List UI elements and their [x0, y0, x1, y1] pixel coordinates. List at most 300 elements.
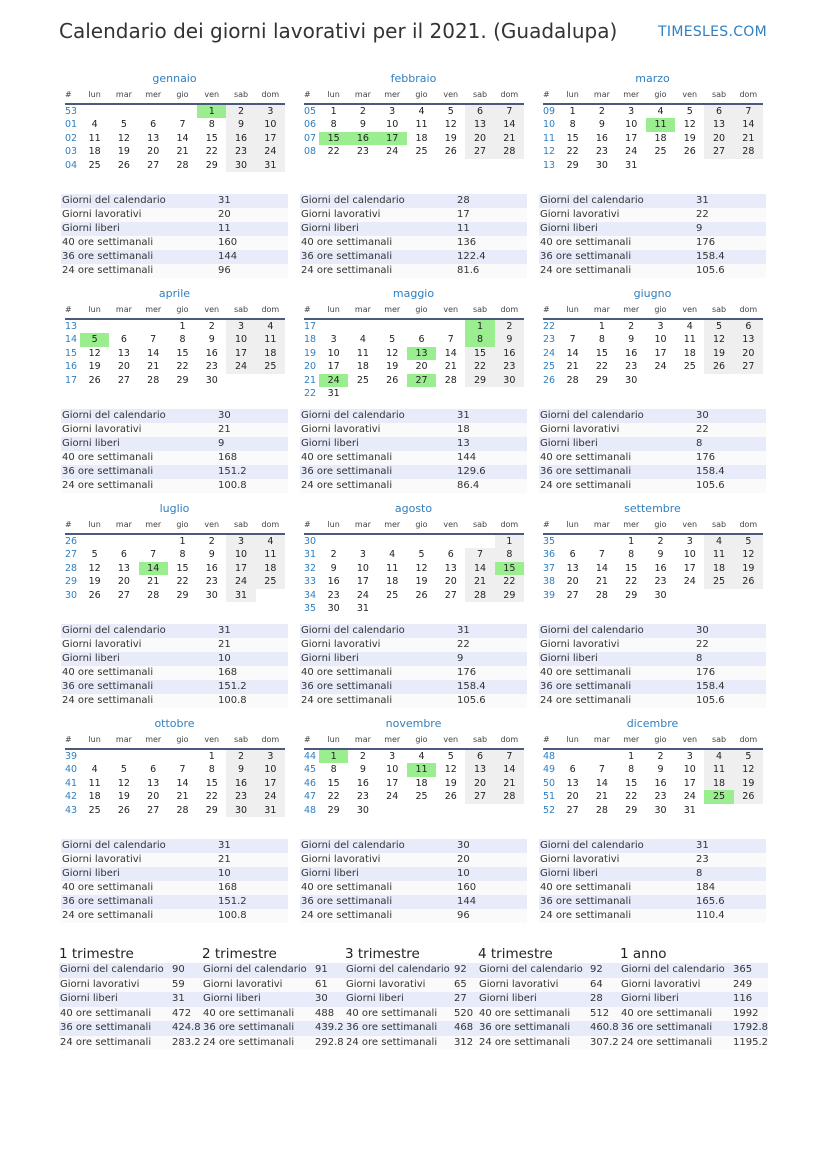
- day-cell: 19: [88, 361, 101, 373]
- stat-label: Giorni del calendario: [478, 963, 589, 978]
- day-cell: 6: [418, 334, 425, 346]
- weekday-label: sab: [226, 732, 255, 749]
- stat-row: [539, 194, 766, 208]
- day-cell: [465, 804, 494, 817]
- stat-value: 472: [171, 1007, 202, 1022]
- day-cell: 9: [359, 764, 366, 776]
- month-stats: [61, 194, 288, 278]
- stat-label: 40 ore settimanali: [61, 881, 218, 895]
- stat-row: [539, 666, 766, 680]
- weekend-cell: 4: [256, 534, 285, 548]
- day-cell: 31: [356, 603, 369, 615]
- stat-value: 31: [171, 992, 202, 1007]
- week-row: [304, 763, 524, 776]
- weekend-cell: 28: [495, 145, 524, 158]
- stat-value: 176: [696, 236, 766, 250]
- day-cell: 24: [654, 361, 667, 373]
- month-stats: [61, 624, 288, 708]
- day-cell: 5: [120, 119, 127, 131]
- week-row: [543, 159, 763, 172]
- stat-value: 122.4: [457, 250, 527, 264]
- day-cell: 8: [628, 549, 635, 561]
- stat-label: Giorni liberi: [61, 222, 218, 236]
- day-cell: [168, 749, 197, 763]
- weekday-label: ven: [436, 87, 465, 104]
- weekday-label: dom: [256, 732, 285, 749]
- week-number: 46: [304, 777, 317, 789]
- day-cell: 16: [356, 777, 369, 789]
- stat-value: 27: [453, 992, 478, 1007]
- weekday-label: dom: [256, 87, 285, 104]
- weekday-label: mar: [109, 732, 138, 749]
- day-cell: 6: [120, 549, 127, 561]
- day-cell: 28: [444, 374, 457, 386]
- month-stats: [61, 839, 288, 923]
- weekend-cell: 27: [704, 145, 733, 158]
- stat-row: [539, 222, 766, 236]
- calendar-table: [543, 732, 763, 817]
- stat-row: [478, 1007, 620, 1022]
- week-number: 18: [304, 334, 317, 346]
- stat-label: 24 ore settimanali: [59, 1036, 171, 1051]
- stat-value: 17: [457, 208, 527, 222]
- stat-label: 40 ore settimanali: [300, 666, 457, 680]
- week-number: 44: [304, 751, 317, 762]
- day-cell: 25: [386, 589, 399, 601]
- day-cell: 23: [356, 146, 369, 158]
- stat-value: 151.2: [218, 680, 288, 694]
- weekday-label: mer: [378, 517, 407, 534]
- day-cell: 14: [595, 562, 608, 574]
- day-cell: 11: [415, 119, 428, 131]
- stat-label: Giorni lavorativi: [61, 423, 218, 437]
- stat-row: [539, 638, 766, 652]
- stat-label: 36 ore settimanali: [61, 250, 218, 264]
- stat-label: Giorni del calendario: [61, 194, 218, 208]
- stat-value: 110.4: [696, 909, 766, 923]
- stat-value: 30: [314, 992, 345, 1007]
- quarter-5: [620, 945, 768, 1050]
- week-row: [304, 118, 524, 131]
- weekend-cell: 11: [256, 333, 285, 346]
- day-cell: [109, 749, 138, 763]
- stat-row: [345, 978, 478, 993]
- stat-label: 40 ore settimanali: [345, 1007, 453, 1022]
- weekend-cell: 5: [734, 534, 763, 548]
- stat-value: 30: [218, 409, 288, 423]
- day-cell: [348, 387, 377, 400]
- week-row: [304, 777, 524, 790]
- week-row: [65, 589, 285, 602]
- weekend-cell: 24: [226, 360, 255, 373]
- day-cell: 8: [179, 549, 186, 561]
- week-row: [304, 804, 524, 817]
- stat-value: 31: [696, 839, 766, 853]
- day-cell: 3: [686, 536, 693, 547]
- month-name: ottobre: [154, 717, 195, 730]
- day-cell: 7: [179, 764, 186, 776]
- weekday-label: lun: [558, 517, 587, 534]
- month-name: aprile: [158, 287, 191, 300]
- day-cell: 14: [176, 777, 189, 789]
- week-row: [543, 804, 763, 817]
- day-cell: 4: [359, 334, 366, 346]
- weekend-cell: 20: [465, 132, 494, 145]
- day-cell: 8: [330, 764, 337, 776]
- stat-row: [61, 638, 288, 652]
- day-cell: 24: [386, 791, 399, 803]
- week-number: 14: [65, 334, 78, 346]
- week-row: [65, 104, 285, 118]
- stat-row: [300, 250, 527, 264]
- weekend-cell: 26: [704, 360, 733, 373]
- day-cell: 15: [176, 347, 189, 359]
- day-cell: [558, 749, 587, 763]
- day-cell: [139, 534, 168, 548]
- stat-value: 129.6: [457, 465, 527, 479]
- stat-value: 91: [314, 963, 345, 978]
- week-number: 33: [304, 576, 317, 588]
- stat-row: [478, 963, 620, 978]
- day-cell: [587, 749, 616, 763]
- weekday-label: gio: [646, 732, 675, 749]
- week-row: [543, 575, 763, 588]
- week-row: [65, 562, 285, 575]
- day-cell: 2: [359, 106, 366, 117]
- day-cell: 15: [625, 562, 638, 574]
- weekday-label: sab: [465, 87, 494, 104]
- day-cell: [378, 319, 407, 333]
- weekday-label: gio: [168, 732, 197, 749]
- weekend-cell: 2: [495, 319, 524, 333]
- day-cell: 30: [327, 603, 340, 615]
- stat-row: [300, 680, 527, 694]
- stat-row: [620, 1021, 768, 1036]
- stat-row: [300, 222, 527, 236]
- stat-row: [539, 423, 766, 437]
- weekend-cell: 20: [734, 347, 763, 360]
- day-cell: 13: [117, 562, 130, 574]
- week-row: [543, 548, 763, 561]
- stat-value: 184: [696, 881, 766, 895]
- weekend-cell: 5: [704, 319, 733, 333]
- stat-value: 30: [696, 409, 766, 423]
- stat-label: Giorni liberi: [300, 222, 457, 236]
- stat-value: 8: [696, 867, 766, 881]
- week-row: [65, 749, 285, 763]
- day-cell: [139, 319, 168, 333]
- month-row: [61, 715, 768, 930]
- day-cell: 10: [327, 347, 340, 359]
- day-cell: 29: [176, 589, 189, 601]
- stat-row: [300, 881, 527, 895]
- weekday-label: mer: [378, 302, 407, 319]
- stat-row: [61, 680, 288, 694]
- month-row: [61, 70, 768, 285]
- day-cell: 2: [330, 549, 337, 561]
- day-cell: 26: [88, 374, 101, 386]
- day-cell: [319, 319, 348, 333]
- day-cell: 12: [117, 132, 130, 144]
- stat-label: Giorni lavorativi: [61, 853, 218, 867]
- stat-value: 59: [171, 978, 202, 993]
- week-row: [304, 360, 524, 373]
- stat-label: 36 ore settimanali: [300, 895, 457, 909]
- week-row: [304, 347, 524, 360]
- day-cell: 23: [356, 791, 369, 803]
- stat-row: [300, 624, 527, 638]
- day-cell: 22: [327, 146, 340, 158]
- stat-value: 520: [453, 1007, 478, 1022]
- stat-value: 96: [218, 264, 288, 278]
- weekday-label: dom: [734, 517, 763, 534]
- stat-label: 24 ore settimanali: [300, 479, 457, 493]
- weekend-cell: 18: [704, 562, 733, 575]
- quarter-title: 4 trimestre: [478, 946, 553, 962]
- day-cell: 26: [88, 589, 101, 601]
- stat-value: 144: [218, 250, 288, 264]
- page-title: Calendario dei giorni lavorativi per il 2021. (Guadalupa): [59, 19, 618, 43]
- stat-row: [539, 867, 766, 881]
- month-gennaio: [61, 70, 288, 285]
- weekend-cell: 6: [465, 749, 494, 763]
- day-cell: 28: [595, 804, 608, 816]
- month-name: dicembre: [626, 717, 679, 730]
- holiday-cell: 13: [407, 347, 436, 360]
- weekend-cell: 7: [495, 104, 524, 118]
- week-number-header: #: [304, 517, 319, 534]
- day-cell: 20: [147, 791, 160, 803]
- week-number: 25: [543, 361, 556, 373]
- week-row: [304, 589, 524, 602]
- stat-value: 176: [696, 451, 766, 465]
- week-row: [65, 804, 285, 817]
- week-row: [304, 602, 524, 615]
- stat-value: 11: [218, 222, 288, 236]
- day-cell: 6: [120, 334, 127, 346]
- stat-row: [59, 963, 202, 978]
- stat-row: [61, 867, 288, 881]
- weekend-cell: 7: [734, 104, 763, 118]
- day-cell: [558, 534, 587, 548]
- day-cell: 5: [447, 751, 454, 762]
- week-number: 01: [65, 119, 78, 131]
- day-cell: 5: [389, 334, 396, 346]
- day-cell: 26: [386, 374, 399, 386]
- week-row: [304, 319, 524, 333]
- stat-label: Giorni liberi: [61, 652, 218, 666]
- weekday-label: lun: [80, 732, 109, 749]
- day-cell: 23: [625, 361, 638, 373]
- day-cell: 5: [120, 764, 127, 776]
- day-cell: 14: [147, 347, 160, 359]
- weekday-label: mer: [617, 732, 646, 749]
- stat-row: [61, 909, 288, 923]
- day-cell: 18: [88, 791, 101, 803]
- day-cell: 25: [683, 361, 696, 373]
- stat-row: [539, 409, 766, 423]
- weekday-label: dom: [256, 517, 285, 534]
- weekday-label: mar: [587, 87, 616, 104]
- calendar-table: [543, 517, 763, 602]
- week-number: 17: [304, 321, 317, 332]
- stat-value: 9: [457, 652, 527, 666]
- day-cell: 20: [415, 361, 428, 373]
- week-number: 34: [304, 589, 317, 601]
- week-number: 48: [304, 804, 317, 816]
- day-cell: 9: [330, 562, 337, 574]
- weekday-header: [543, 732, 763, 749]
- stat-label: Giorni del calendario: [300, 409, 457, 423]
- day-cell: 30: [654, 804, 667, 816]
- stat-value: 151.2: [218, 895, 288, 909]
- week-row: [304, 562, 524, 575]
- weekend-cell: 16: [226, 132, 255, 145]
- stat-row: [61, 437, 288, 451]
- week-number-header: #: [543, 87, 558, 104]
- stat-value: 92: [589, 963, 620, 978]
- week-number: 32: [304, 562, 317, 574]
- day-cell: 19: [386, 361, 399, 373]
- day-cell: 11: [356, 347, 369, 359]
- stat-value: 10: [457, 867, 527, 881]
- day-cell: [495, 804, 524, 817]
- stat-value: 439.2: [314, 1021, 345, 1036]
- day-cell: 15: [327, 777, 340, 789]
- weekend-cell: 21: [734, 132, 763, 145]
- weekend-cell: 10: [226, 333, 255, 346]
- day-cell: [80, 749, 109, 763]
- stat-value: 168: [218, 881, 288, 895]
- stat-label: Giorni del calendario: [61, 839, 218, 853]
- day-cell: 1: [598, 321, 605, 332]
- stat-label: Giorni del calendario: [539, 409, 696, 423]
- brand-link[interactable]: TIMESLES.COM: [658, 24, 767, 40]
- stat-label: Giorni liberi: [539, 867, 696, 881]
- week-number: 45: [304, 764, 317, 776]
- weekend-cell: 4: [256, 319, 285, 333]
- day-cell: 6: [569, 764, 576, 776]
- week-row: [543, 347, 763, 360]
- months-grid: [61, 70, 768, 930]
- week-row: [543, 145, 763, 158]
- stat-label: 40 ore settimanali: [300, 236, 457, 250]
- stat-label: 36 ore settimanali: [478, 1021, 589, 1036]
- stat-row: [300, 423, 527, 437]
- stat-label: 40 ore settimanali: [539, 881, 696, 895]
- week-number: 48: [543, 751, 556, 762]
- day-cell: 9: [657, 549, 664, 561]
- holiday-cell: 5: [80, 333, 109, 346]
- week-row: [65, 132, 285, 145]
- stat-label: Giorni lavorativi: [539, 638, 696, 652]
- weekend-cell: 6: [734, 319, 763, 333]
- stat-value: 30: [696, 624, 766, 638]
- week-number: 24: [543, 347, 556, 359]
- weekday-label: dom: [495, 87, 524, 104]
- week-number: 41: [65, 777, 78, 789]
- weekend-cell: 11: [256, 548, 285, 561]
- day-cell: 27: [444, 589, 457, 601]
- weekend-cell: 27: [734, 360, 763, 373]
- stat-row: [539, 236, 766, 250]
- weekday-label: gio: [646, 87, 675, 104]
- weekend-cell: 24: [256, 145, 285, 158]
- weekend-cell: 25: [256, 575, 285, 588]
- stat-value: 18: [457, 423, 527, 437]
- stat-label: 24 ore settimanali: [61, 694, 218, 708]
- stat-row: [300, 909, 527, 923]
- stat-value: 10: [218, 867, 288, 881]
- week-number: 39: [65, 751, 78, 762]
- weekend-cell: 30: [495, 374, 524, 387]
- stat-label: 36 ore settimanali: [59, 1021, 171, 1036]
- calendar-table: [304, 87, 524, 159]
- weekend-cell: 26: [734, 790, 763, 803]
- weekend-cell: 13: [465, 763, 494, 776]
- weekday-label: sab: [465, 302, 494, 319]
- day-cell: 21: [595, 791, 608, 803]
- stat-value: 9: [696, 222, 766, 236]
- week-number-header: #: [304, 302, 319, 319]
- quarter-summary: [59, 945, 768, 1050]
- week-number: 19: [304, 347, 317, 359]
- week-row: [304, 333, 524, 346]
- day-cell: [348, 534, 377, 548]
- weekday-label: sab: [226, 517, 255, 534]
- weekend-cell: 23: [226, 790, 255, 803]
- stat-label: 36 ore settimanali: [300, 250, 457, 264]
- stat-value: 168: [218, 666, 288, 680]
- week-row: [304, 104, 524, 118]
- stat-label: Giorni del calendario: [300, 839, 457, 853]
- weekday-label: lun: [80, 517, 109, 534]
- week-number: 04: [65, 159, 78, 171]
- week-number-header: #: [304, 732, 319, 749]
- day-cell: 22: [625, 791, 638, 803]
- day-cell: [256, 374, 285, 387]
- weekday-label: sab: [226, 302, 255, 319]
- day-cell: [734, 589, 763, 602]
- day-cell: 21: [176, 791, 189, 803]
- stat-value: 96: [457, 909, 527, 923]
- day-cell: 7: [569, 334, 576, 346]
- week-number-header: #: [65, 302, 80, 319]
- stat-label: 36 ore settimanali: [300, 680, 457, 694]
- stat-label: Giorni liberi: [539, 222, 696, 236]
- day-cell: 30: [595, 159, 608, 171]
- day-cell: 12: [386, 347, 399, 359]
- week-number: 15: [65, 347, 78, 359]
- day-cell: 24: [683, 576, 696, 588]
- holiday-cell: 16: [348, 132, 377, 145]
- stat-value: 1195.2: [732, 1036, 768, 1051]
- calendar-table: [65, 302, 285, 387]
- day-cell: 29: [205, 159, 218, 171]
- weekend-cell: 20: [465, 777, 494, 790]
- stat-value: 165.6: [696, 895, 766, 909]
- weekend-cell: 14: [734, 118, 763, 131]
- day-cell: [80, 319, 109, 333]
- stat-row: [345, 1007, 478, 1022]
- stat-value: 160: [457, 881, 527, 895]
- weekday-header: [65, 732, 285, 749]
- weekend-cell: 12: [734, 763, 763, 776]
- day-cell: 1: [569, 106, 576, 117]
- weekday-label: sab: [226, 87, 255, 104]
- day-cell: 13: [117, 347, 130, 359]
- week-number-header: #: [65, 732, 80, 749]
